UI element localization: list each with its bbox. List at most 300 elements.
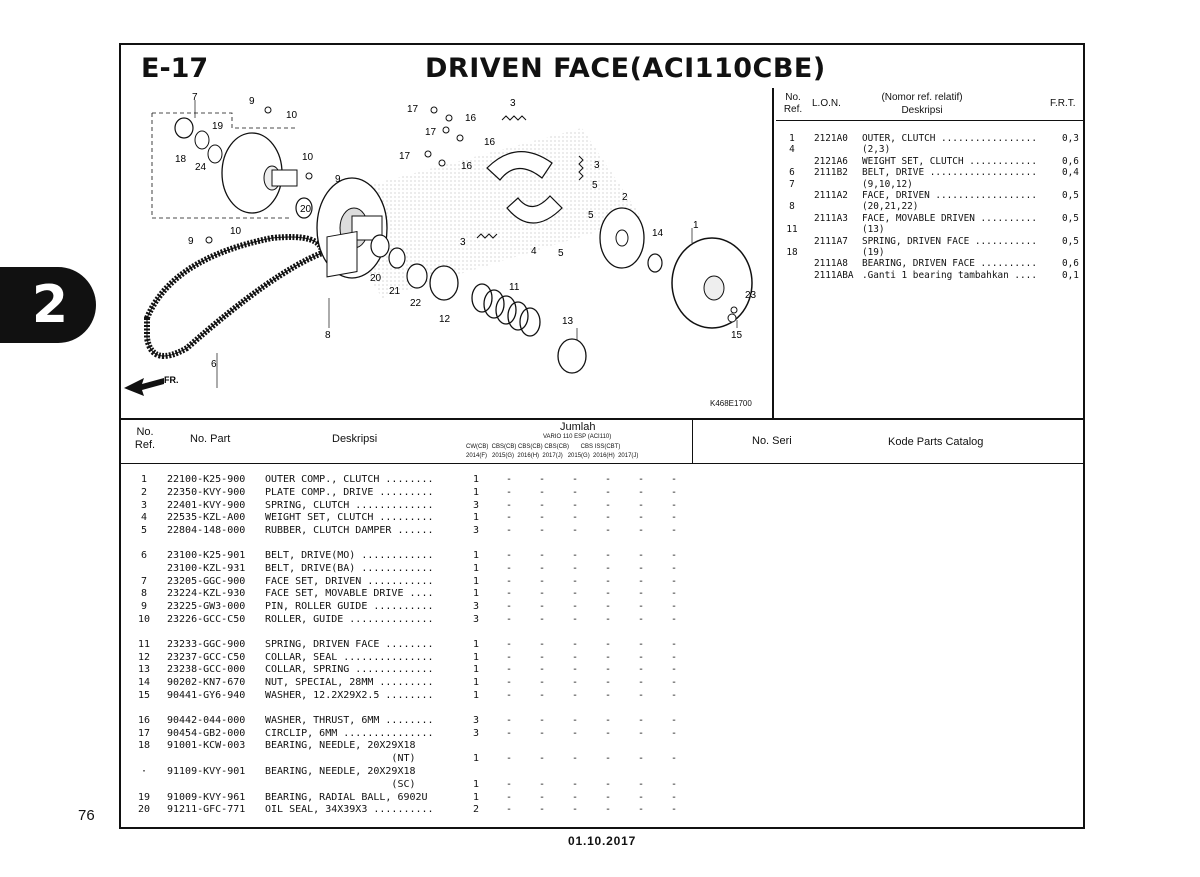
ref-number: 1 xyxy=(789,133,795,144)
quantity-dash: - xyxy=(671,791,678,803)
quantity-dash: - xyxy=(671,601,678,613)
quantity-dash: - xyxy=(638,588,645,600)
ref-table-row xyxy=(785,236,1092,247)
ref-header-underline xyxy=(776,120,1083,121)
ref-number: 9 xyxy=(140,601,148,613)
quantity-dash: - xyxy=(671,525,678,537)
parts-table-row xyxy=(131,765,473,778)
parts-table-row xyxy=(131,803,704,816)
quantity-dash: - xyxy=(506,727,513,739)
ref-number: 11 xyxy=(137,638,151,650)
quantity-dash: - xyxy=(539,791,546,803)
quantity-dash: - xyxy=(605,499,612,511)
quantity-dash: - xyxy=(506,778,513,790)
part-description: COLLAR, SEAL ............... xyxy=(265,651,434,663)
quantity-dash: - xyxy=(671,486,678,498)
quantity-dash: - xyxy=(572,499,579,511)
quantity-dash: - xyxy=(671,664,678,676)
ref-description: (9,10,12) xyxy=(862,178,913,190)
callout: 10 xyxy=(286,110,298,121)
ref-number: 7 xyxy=(789,178,795,190)
lon-code: 2111B2 xyxy=(814,167,848,179)
quantity-dash: - xyxy=(671,804,678,816)
quantity-dash: - xyxy=(605,714,612,726)
quantity-dash: - xyxy=(638,575,645,587)
quantity-dash: - xyxy=(605,601,612,613)
quantity-dash: - xyxy=(638,474,645,485)
callout: 22 xyxy=(410,298,422,309)
part-number: 22100-K25-900 xyxy=(167,474,246,485)
frt-value: 0,5 xyxy=(1062,212,1079,224)
diagram-divider xyxy=(772,88,774,419)
frt-value: 0,5 xyxy=(1062,190,1079,201)
parts-table-row xyxy=(131,549,704,562)
quantity-dash: - xyxy=(539,499,546,511)
callout: 13 xyxy=(562,316,574,327)
part-number: 22401-KVY-900 xyxy=(167,499,246,511)
quantity: 1 xyxy=(473,588,480,600)
exploded-parts-diagram xyxy=(122,88,772,418)
ref-number: 16 xyxy=(137,714,151,726)
quantity-dash: - xyxy=(605,690,612,701)
parts-table-row xyxy=(131,663,704,676)
ref-number: 17 xyxy=(137,727,151,739)
part-number: 23224-KZL-930 xyxy=(167,588,246,600)
quantity-dash: - xyxy=(572,512,579,524)
quantity-dash: - xyxy=(539,525,546,537)
quantity-dash: - xyxy=(539,664,546,676)
quantity-dash: - xyxy=(671,651,678,663)
ref-number: 8 xyxy=(789,201,795,213)
quantity: 1 xyxy=(473,638,480,650)
jumlah-header: Jumlah xyxy=(560,421,596,433)
ref-number: 2 xyxy=(140,486,148,498)
quantity-dash: - xyxy=(539,486,546,498)
callout: 6 xyxy=(211,359,217,370)
no-ref-header: No. Ref. xyxy=(134,426,156,451)
ref-description: WEIGHT SET, CLUTCH ............ xyxy=(862,155,1037,167)
quantity-dash: - xyxy=(506,804,513,816)
quantity: 1 xyxy=(473,486,480,498)
col-divider xyxy=(692,419,693,464)
quantity-dash: - xyxy=(572,486,579,498)
quantity-dash: - xyxy=(671,562,678,574)
quantity-dash: - xyxy=(605,791,612,803)
parts-table-row xyxy=(131,473,704,486)
callout: 17 xyxy=(407,104,419,115)
quantity-dash: - xyxy=(638,791,645,803)
ref-table-row xyxy=(785,213,1092,224)
quantity-dash: - xyxy=(572,753,579,765)
quantity-dash: - xyxy=(671,727,678,739)
quantity-dash: - xyxy=(671,677,678,689)
quantity-dash: - xyxy=(539,753,546,765)
part-description: OUTER COMP., CLUTCH ........ xyxy=(265,474,434,485)
ref-number: 12 xyxy=(137,651,151,663)
part-number: 23226-GCC-C50 xyxy=(167,614,246,625)
svg-text:FR.: FR. xyxy=(164,375,179,385)
ref-number: 10 xyxy=(137,614,151,625)
quantity-dash: - xyxy=(539,651,546,663)
part-number: 90202-KN7-670 xyxy=(167,677,246,689)
driven-face-spring xyxy=(472,284,540,336)
quantity-dash: - xyxy=(506,486,513,498)
quantity-dash: - xyxy=(506,714,513,726)
ref-description: (2,3) xyxy=(862,144,891,156)
quantity-dash: - xyxy=(539,512,546,524)
callout: 8 xyxy=(325,330,331,341)
quantity-dash: - xyxy=(638,727,645,739)
quantity-dash: - xyxy=(539,727,546,739)
callout: 10 xyxy=(302,152,314,163)
lon-code: 2121A6 xyxy=(814,155,848,167)
callout: 17 xyxy=(425,127,437,138)
part-description: (NT) xyxy=(265,753,416,765)
part-description: BEARING, RADIAL BALL, 6902U xyxy=(265,791,428,803)
quantity-dash: - xyxy=(605,562,612,574)
ref-number: 8 xyxy=(140,588,148,600)
callout: 15 xyxy=(731,330,743,341)
quantity-dash: - xyxy=(506,601,513,613)
part-number: 91001-KCW-003 xyxy=(167,740,246,752)
ref-number: 18 xyxy=(137,740,151,752)
part-number: 23233-GGC-900 xyxy=(167,638,246,650)
part-description: PLATE COMP., DRIVE ......... xyxy=(265,486,434,498)
quantity: 2 xyxy=(473,804,480,816)
quantity-dash: - xyxy=(605,727,612,739)
quantity-dash: - xyxy=(572,525,579,537)
quantity-dash: - xyxy=(539,575,546,587)
callout: 10 xyxy=(230,226,242,237)
ref-number: 5 xyxy=(140,525,148,537)
part-description: RUBBER, CLUTCH DAMPER ...... xyxy=(265,525,434,537)
ref-description: BELT, DRIVE ................... xyxy=(862,167,1037,179)
quantity: 1 xyxy=(473,575,480,587)
part-description: WEIGHT SET, CLUTCH ......... xyxy=(265,512,434,524)
part-description: BELT, DRIVE(BA) ............ xyxy=(265,562,434,574)
part-description: ROLLER, GUIDE .............. xyxy=(265,614,434,625)
quantity: 1 xyxy=(473,562,480,574)
quantity-dash: - xyxy=(506,677,513,689)
quantity-dash: - xyxy=(638,753,645,765)
part-description: SPRING, DRIVEN FACE ........ xyxy=(265,638,434,650)
no-part-header: No. Part xyxy=(190,433,231,445)
title-spacer xyxy=(121,86,1083,87)
quantity-dash: - xyxy=(572,727,579,739)
quantity-dash: - xyxy=(638,804,645,816)
quantity-dash: - xyxy=(572,562,579,574)
callout: 14 xyxy=(652,228,664,239)
quantity-dash: - xyxy=(539,474,546,485)
ref-description: FACE, DRIVEN .................. xyxy=(862,190,1037,201)
parts-table-row xyxy=(131,638,704,651)
ref-number: 13 xyxy=(137,664,151,676)
part-description: CIRCLIP, 6MM ............... xyxy=(265,727,434,739)
callout: 16 xyxy=(461,161,473,172)
quantity-dash: - xyxy=(506,525,513,537)
part-description: (SC) xyxy=(265,778,416,790)
part-number: 23238-GCC-000 xyxy=(167,664,246,676)
quantity-dash: - xyxy=(638,778,645,790)
quantity-dash: - xyxy=(506,753,513,765)
quantity-dash: - xyxy=(506,614,513,625)
years-header: 2014(F) 2015(G) 2016(H) 2017(J) 2015(G) 2016(H) 2017(J) xyxy=(466,453,639,459)
parts-table-row xyxy=(131,791,704,804)
callout: 9 xyxy=(249,96,255,107)
ref-table-row xyxy=(785,247,1092,258)
callout: 11 xyxy=(509,282,520,293)
quantity-dash: - xyxy=(671,499,678,511)
frt-value: 0,6 xyxy=(1062,155,1079,167)
quantity-dash: - xyxy=(605,753,612,765)
callout: 5 xyxy=(592,180,598,191)
part-number: 90441-GY6-940 xyxy=(167,690,246,701)
quantity: 3 xyxy=(473,499,480,511)
header-underline xyxy=(121,463,1083,464)
parts-table-row xyxy=(131,511,704,524)
part-description: FACE SET, DRIVEN ........... xyxy=(265,575,434,587)
part-description: COLLAR, SPRING ............. xyxy=(265,664,434,676)
ref-number: 11 xyxy=(786,224,798,236)
part-number: 23225-GW3-000 xyxy=(167,601,246,613)
quantity-dash: - xyxy=(638,601,645,613)
quantity-dash: - xyxy=(671,690,678,701)
quantity: 3 xyxy=(473,714,480,726)
spring-collar xyxy=(558,339,586,373)
quantity-dash: - xyxy=(671,550,678,561)
ref-number: 4 xyxy=(140,512,148,524)
ref-table-row xyxy=(785,258,1092,269)
quantity-dash: - xyxy=(605,575,612,587)
quantity: 1 xyxy=(473,664,480,676)
ref-col-header: No. Ref. xyxy=(783,92,803,115)
frt-value: 0,3 xyxy=(1062,133,1079,144)
ref-description: OUTER, CLUTCH ................. xyxy=(862,133,1037,144)
quantity-dash: - xyxy=(506,651,513,663)
quantity-dash: - xyxy=(638,486,645,498)
quantity-dash: - xyxy=(506,474,513,485)
quantity-dash: - xyxy=(506,575,513,587)
quantity-dash: - xyxy=(539,550,546,561)
quantity-dash: - xyxy=(671,614,678,625)
ref-table-row xyxy=(785,144,1092,155)
callout: 12 xyxy=(439,314,451,325)
lon-code: 2111A7 xyxy=(814,235,848,247)
part-number: 91009-KVY-961 xyxy=(167,791,246,803)
quantity-dash: - xyxy=(506,690,513,701)
part-number: 23237-GCC-C50 xyxy=(167,651,246,663)
quantity-dash: - xyxy=(572,804,579,816)
quantity-dash: - xyxy=(605,588,612,600)
quantity-dash: - xyxy=(638,664,645,676)
lon-code: 2121A0 xyxy=(814,133,848,144)
desc-col-subheader: (Nomor ref. relatif) xyxy=(881,92,963,103)
ref-number: 4 xyxy=(789,144,795,156)
page-title: DRIVEN FACE(ACI110CBE) xyxy=(425,53,826,84)
part-number: 22350-KVY-900 xyxy=(167,486,246,498)
quantity-dash: - xyxy=(671,512,678,524)
ref-table-row xyxy=(785,224,1092,235)
parts-table-row xyxy=(131,613,704,626)
quantity-dash: - xyxy=(671,474,678,485)
quantity-dash: - xyxy=(638,651,645,663)
quantity-dash: - xyxy=(572,778,579,790)
quantity-dash: - xyxy=(572,614,579,625)
ref-table-row xyxy=(785,133,1092,144)
quantity-dash: - xyxy=(572,638,579,650)
lon-code: 2111A2 xyxy=(814,190,848,201)
quantity-dash: - xyxy=(605,614,612,625)
quantity: 3 xyxy=(473,601,480,613)
callout: 7 xyxy=(192,92,198,103)
callout: 3 xyxy=(460,237,466,248)
quantity-dash: - xyxy=(638,525,645,537)
variants-header: CW(CB) CBS(CB) CBS(CB) CBS(CB) CBS ISS(CBT) xyxy=(466,444,621,450)
quantity-dash: - xyxy=(572,664,579,676)
ref-number: 18 xyxy=(786,247,798,258)
part-number: 90454-GB2-000 xyxy=(167,727,246,739)
parts-table-row xyxy=(131,752,704,765)
ref-table-row xyxy=(785,190,1092,201)
model-header: VARIO 110 ESP (ACI110) xyxy=(543,434,612,440)
ref-number: · xyxy=(140,766,148,777)
callout: 19 xyxy=(212,121,224,132)
kode-header: Kode Parts Catalog xyxy=(888,436,984,448)
quantity-dash: - xyxy=(572,575,579,587)
quantity-dash: - xyxy=(671,714,678,726)
ref-description: (20,21,22) xyxy=(862,201,919,213)
quantity: 1 xyxy=(473,550,480,561)
quantity-dash: - xyxy=(539,714,546,726)
lon-code: 2111A8 xyxy=(814,258,848,270)
quantity-dash: - xyxy=(605,638,612,650)
quantity-dash: - xyxy=(539,601,546,613)
quantity-dash: - xyxy=(638,562,645,574)
callout: 20 xyxy=(300,204,312,215)
callout: 3 xyxy=(594,160,600,171)
parts-table-row xyxy=(131,524,704,537)
quantity: 1 xyxy=(473,651,480,663)
parts-table-row xyxy=(131,727,704,740)
ref-number: 14 xyxy=(137,677,151,689)
parts-table-row xyxy=(131,714,704,727)
section-code: E-17 xyxy=(141,53,209,84)
quantity-dash: - xyxy=(605,804,612,816)
quantity-dash: - xyxy=(638,614,645,625)
quantity-dash: - xyxy=(572,550,579,561)
part-description: WASHER, THRUST, 6MM ........ xyxy=(265,714,434,726)
quantity-dash: - xyxy=(539,562,546,574)
parts-table-row xyxy=(131,587,704,600)
parts-table-row xyxy=(131,600,704,613)
ref-description: (19) xyxy=(862,247,885,258)
parts-table-row xyxy=(131,486,704,499)
drive-belt xyxy=(147,237,322,356)
callout: 1 xyxy=(693,220,699,231)
ref-description: .Ganti 1 bearing tambahkan .... xyxy=(862,269,1037,281)
callout: 4 xyxy=(531,246,537,257)
quantity-dash: - xyxy=(638,714,645,726)
page-number: 76 xyxy=(78,807,95,824)
quantity-dash: - xyxy=(506,499,513,511)
quantity-dash: - xyxy=(638,512,645,524)
quantity-dash: - xyxy=(638,638,645,650)
quantity-dash: - xyxy=(605,512,612,524)
quantity-dash: - xyxy=(605,474,612,485)
quantity: 3 xyxy=(473,727,480,739)
quantity-dash: - xyxy=(605,550,612,561)
ref-number: 6 xyxy=(789,167,795,179)
front-arrow-icon xyxy=(124,378,164,396)
part-description: BELT, DRIVE(MO) ............ xyxy=(265,550,434,561)
ref-number: 20 xyxy=(137,804,151,816)
quantity: 3 xyxy=(473,525,480,537)
quantity: 1 xyxy=(473,474,480,485)
quantity-dash: - xyxy=(638,550,645,561)
quantity-dash: - xyxy=(572,651,579,663)
callout: 5 xyxy=(588,210,594,221)
callout: 9 xyxy=(188,236,194,247)
quantity-dash: - xyxy=(572,690,579,701)
quantity-dash: - xyxy=(572,714,579,726)
part-number: 23100-KZL-931 xyxy=(167,562,246,574)
quantity-dash: - xyxy=(572,677,579,689)
part-description: NUT, SPECIAL, 28MM ......... xyxy=(265,677,434,689)
quantity-dash: - xyxy=(671,778,678,790)
quantity-dash: - xyxy=(539,690,546,701)
quantity-dash: - xyxy=(506,638,513,650)
quantity-dash: - xyxy=(671,638,678,650)
parts-table-row xyxy=(131,739,473,752)
callout: 16 xyxy=(465,113,477,124)
quantity-dash: - xyxy=(506,550,513,561)
quantity-dash: - xyxy=(671,588,678,600)
part-description: BEARING, NEEDLE, 20X29X18 xyxy=(265,740,416,752)
ref-table-row xyxy=(785,201,1092,212)
quantity-dash: - xyxy=(572,791,579,803)
quantity: 3 xyxy=(473,614,480,625)
quantity-dash: - xyxy=(539,778,546,790)
no-seri-header: No. Seri xyxy=(752,435,792,447)
ref-number: 6 xyxy=(140,550,148,561)
ref-description: SPRING, DRIVEN FACE ........... xyxy=(862,235,1037,247)
quantity: 1 xyxy=(473,753,480,765)
quantity-dash: - xyxy=(572,601,579,613)
quantity-dash: - xyxy=(506,791,513,803)
part-number: 91109-KVY-901 xyxy=(167,766,246,777)
part-number: 90442-044-000 xyxy=(167,714,246,726)
ref-number: 1 xyxy=(140,474,148,485)
frt-value: 0,5 xyxy=(1062,235,1079,247)
parts-table-row xyxy=(131,575,704,588)
quantity-dash: - xyxy=(572,474,579,485)
callout: 20 xyxy=(370,273,382,284)
quantity-dash: - xyxy=(638,677,645,689)
quantity-dash: - xyxy=(506,562,513,574)
frt-value: 0,4 xyxy=(1062,167,1079,179)
part-description: SPRING, CLUTCH ............. xyxy=(265,499,434,511)
callout: 2 xyxy=(622,192,628,203)
part-number: 91211-GFC-771 xyxy=(167,804,246,816)
quantity-dash: - xyxy=(539,614,546,625)
quantity: 1 xyxy=(473,512,480,524)
quantity-dash: - xyxy=(605,525,612,537)
ref-description: (13) xyxy=(862,224,885,236)
quantity-dash: - xyxy=(671,753,678,765)
print-date: 01.10.2017 xyxy=(568,834,637,848)
callout: 16 xyxy=(484,137,496,148)
frt-col-header: F.R.T. xyxy=(1050,98,1076,109)
